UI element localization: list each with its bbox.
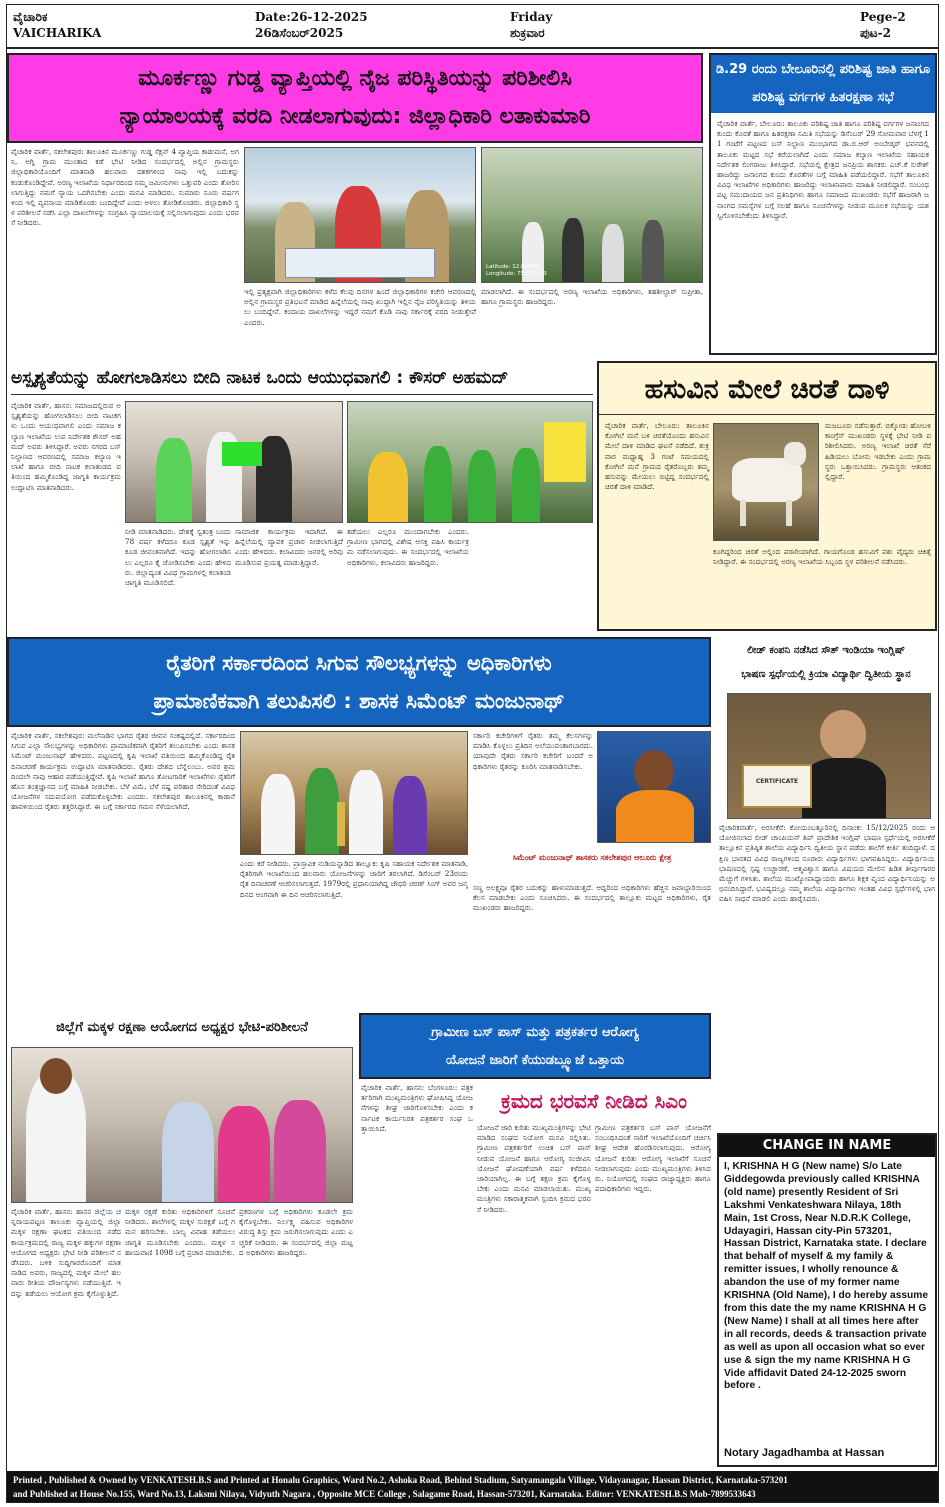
story6-headline-line1: ಲೀಡ್ ಕಂಪನಿ ನಡೆಸಿದ ಸೌತ್ ಇಂಡಿಯಾ ಇಂಗ್ಲಿಷ್ (747, 645, 905, 656)
story5-mla-caption: ಸಿಮೆಂಟ್ ಮಂಜುನಾಥ್ ಶಾಸಕರು ಸಕಲೇಶಪುರ ಆಲೂರು ಕ್ಷೇತ್ರ (512, 853, 672, 862)
change-in-name-notice (717, 1133, 937, 1467)
story4-column1: ವೈಚಾರಿಕ ವಾರ್ತೆ, ಬೇಲೂರು: ತಾಲೂಕಿನ ಕೋಗಿಲೆ ಮನೆ ಬಳಿ ಚಿರತೆಯೊಂದು ಹಸುವಿನ ಮೇಲೆ ದಾಳಿ ಮಾಡಿದ ಘಟನೆ ನಡೆದಿದೆ. ಶುಕ್ರವಾರ ಮಧ್ಯಾಹ್ನ 3 ಗಂಟೆ ಸಮಯದಲ್ಲಿ ಕೋಗಿಲೆ ಮನೆ ಗ್ರಾಮದ ರೈತರೊಬ್ಬರು ತಮ್ಮ ಹಸುವನ್ನು ಮೇಯಲು ಬಿಟ್ಟಿದ್ದ ಸಂದರ್ಭದಲ್ಲಿ ಚಿರತೆ ದಾಳಿ ಮಾಡಿದೆ. (605, 421, 709, 492)
story4-photo-cow (713, 423, 819, 541)
notice-signature: Notary Jagadhamba at Hassan (724, 1447, 885, 1459)
page-number-kannada: ಪುಟ-2 (860, 26, 891, 40)
story2-headline: ಡಿ.29 ರಂದು ಬೇಲೂರಿನಲ್ಲಿ ಪರಿಶಿಷ್ಟ ಜಾತಿ ಹಾಗೂ ಪರಿಶಿಷ್ಟ ವರ್ಗಗಳ ಹಿತರಕ್ಷಣಾ ಸಭೆ (711, 55, 935, 113)
story7-headline: ಜಿಲ್ಲೆಗೆ ಮಕ್ಕಳ ರಕ್ಷಣಾ ಆಯೋಗದ ಅಧ್ಯಕ್ಷರ ಭೇಟಿ-ಪರಿಶೀಲನೆ (56, 1020, 308, 1035)
story6-photo-student (727, 693, 931, 819)
story3-column4: ತಡೆಯಲು ಎಲ್ಲರೂ ಮುಂದಾಗಬೇಕು ಎಂದರು. ಗ್ರಾಮೀಣ ಭಾಗದಲ್ಲಿ ವಿಶೇಷ ಆಸಕ್ತಿ ವಹಿಸಿ ಕಾರ್ಯಕ್ರಮ ನಡೆಸಲಾಗುವುದು. ಈ ಸಂದರ್ಭದಲ್ಲಿ ಇಲಾಖೆಯ ಅಧಿಕಾರಿಗಳು, ಕಲಾವಿದರು ಹಾಜರಿದ್ದರು. (347, 527, 469, 567)
story5-photo-mla-portrait (597, 731, 711, 843)
story3-column1: ವೈಚಾರಿಕ ವಾರ್ತೆ, ಹಾಸನ: ಸಮಾಜದಲ್ಲಿರುವ ಅಸ್ಪೃಶ್ಯತೆಯನ್ನು ಹೋಗಲಾಡಿಸಲು ಬೀದಿ ನಾಟಕಗಳು ಒಂದು ಆಯುಧವಾಗಲಿ ಎಂದು ಸಮಾಜ ಕಲ್ಯಾಣ ಇಲಾಖೆಯ ಉಪ ನಿರ್ದೇಶಕ ಕೌಸರ್ ಅಹಮದ್ ಅವರು ತಿಳಿಸಿದ್ದಾರೆ. ಅವರು ನಗರದ ಬಸ್ ನಿಲ್ದಾಣದ ಆವರಣದಲ್ಲಿ ಸಮಾಜ ಕಲ್ಯಾಣ ಇಲಾಖೆ ಹಾಗೂ ಬೀದಿ ನಾಟಕ ಕಲಾತಂಡದ ವತಿಯಿಂದ ಹಮ್ಮಿಕೊಂಡಿದ್ದ ಜಾಗೃತಿ ಕಾರ್ಯಕ್ರಮ ಉದ್ಘಾಟಿಸಿ ಮಾತನಾಡಿದರು. (11, 401, 121, 492)
story8-column-a: ಯೋಜನೆ ಜಾರಿ ಕುರಿತು ಮುಖ್ಯಮಂತ್ರಿಗಳನ್ನು ಭೇಟಿ ಮಾಡಿದ ಸಂಘದ ನಿಯೋಗ ಮನವಿ ಸಲ್ಲಿಸಿತು. ಗ್ರಾಮೀಣ ಪತ್ರಕರ್ತರಿಗೆ ಉಚಿತ ಬಸ್ ಪಾಸ್ ನೀಡುವ ಯೋಜನೆ ಹಾಗೂ ಆರೋಗ್ಯ ಸಂಜೀವಿನಿ ಯೋಜನೆ ಘೋಷಣೆಯಾಗಿ ವರ್ಷ ಕಳೆದರೂ ಜಾರಿಯಾಗಿಲ್ಲ. ಈ ಬಗ್ಗೆ ತಕ್ಷಣ ಕ್ರಮ ಕೈಗೊಳ್ಳಬೇಕು ಎಂದು ಮನವಿ ಮಾಡಲಾಯಿತು. ಮುಖ್ಯಮಂತ್ರಿಗಳು ಸಕಾರಾತ್ಮಕವಾಗಿ ಸ್ಪಂದಿಸಿ ಕ್ರಮದ ಭರವಸೆ ನೀಡಿದರು. (477, 1123, 591, 1214)
story4-column2: ಮಜಬೂರು ನಡೆಸುತ್ತಾರೆ. ಬಿಕ್ಕೋಡು ಹೋಬಳಿ ಕಾಂಗ್ರೆಸ್ ಮುಖಂಡರು ಸ್ಥಳಕ್ಕೆ ಭೇಟಿ ನೀಡಿ ಪರಿಶೀಲಿಸಿದರು. ಅರಣ್ಯ ಇಲಾಖೆ ಚಿರತೆ ಸೆರೆ ಹಿಡಿಯಲು ಬೋನು ಇಡಬೇಕು ಎಂದು ಗ್ರಾಮಸ್ಥರು ಒತ್ತಾಯಿಸಿದರು. ಗ್ರಾಮಸ್ಥರು ಆತಂಕದಲ್ಲಿದ್ದಾರೆ. (825, 421, 931, 482)
story6-body: ವೈಚಾರಿಕವಾರ್ತೆ, ಅರಸೀಕೆರೆ: ಕೋಯಂಬತ್ತೂರಿನಲ್ಲಿ ದಿನಾಂಕ: 15/12/2025 ರಂದು ಆಯೋಜಿಸಲಾದ ಲೀಡ್ ಚಾಂಪಿಯನ್ ಶಿಪ್ ಪ್ರಾದೇಶಿಕ ಇಂಗ್ಲಿಷ್ ಭಾಷಣ ಸ್ಪರ್ಧೆಯಲ್ಲಿ ಅರಸೀಕೆರೆ ತಾಲ್ಲೂಕಿನ ಪ್ರತಿಷ್ಠಿತ ಶಾಲೆಯ ವಿದ್ಯಾರ್ಥಿನಿ ದ್ವಿತೀಯ ಸ್ಥಾನ ಪಡೆದು ಶಾಲೆಗೆ ಕೀರ್ತಿ ತಂದಿದ್ದಾಳೆ. ದಕ್ಷಿಣ ಭಾರತದ ವಿವಿಧ ರಾಜ್ಯಗಳಿಂದ ನೂರಾರು ವಿದ್ಯಾರ್ಥಿಗಳು ಭಾಗವಹಿಸಿದ್ದರು. ವಿದ್ಯಾರ್ಥಿನಿಯ ಭಾಷಣದಲ್ಲಿ ಸ್ಪಷ್ಟ ಉಚ್ಚಾರಣೆ, ಆತ್ಮವಿಶ್ವಾಸ ಹಾಗೂ ವಿಷಯದ ಮೇಲಿನ ಹಿಡಿತ ತೀರ್ಪುಗಾರರ ಮೆಚ್ಚುಗೆ ಗಳಿಸಿತು. ಶಾಲೆಯ ಮುಖ್ಯೋಪಾಧ್ಯಾಯರು ಹಾಗೂ ಶಿಕ್ಷಕ ವೃಂದ ವಿದ್ಯಾರ್ಥಿನಿಯನ್ನು ಅಭಿನಂದಿಸಿದ್ದಾರೆ. ಭವಿಷ್ಯದಲ್ಲೂ ನಮ್ಮ ಶಾಲೆಯ ವಿದ್ಯಾರ್ಥಿಗಳು ಇಂತಹ ವಿವಿಧ ಸ್ಪರ್ಧೆಗಳಲ್ಲಿ ಭಾಗವಹಿಸಿ ಸಾಧನೆ ಮಾಡಲಿ ಎಂದು ಹಾರೈಸಿದರು. (719, 823, 935, 904)
story7-column3: ಪ್ರಕರಣಗಳ ಬಗ್ಗೆ ಅಧಿಕಾರಿಗಳು ಕೂಡಲೇ ಕ್ರಮ ಕೈಗೊಳ್ಳಬೇಕು. ನಿರ್ಲಕ್ಷ್ಯ ವಹಿಸುವ ಅಧಿಕಾರಿಗಳ ವಿರುದ್ಧ ಶಿಸ್ತು ಕ್ರಮ ಜರುಗಿಸಲಾಗುವುದು ಎಂದು ಎಚ್ಚರಿಕೆ ನೀಡಿದರು. ಈ ಸಂದರ್ಭದಲ್ಲಿ ಜಿಲ್ಲಾ ಮಟ್ಟದ ಅಧಿಕಾರಿಗಳು ಹಾಜರಿದ್ದರು. (239, 1207, 353, 1257)
story4-box (597, 361, 937, 631)
page-number-english: Pege-2 (860, 10, 906, 24)
story5-headline-box (7, 637, 711, 727)
story4-column-wide: ಕೂಗಿದ್ದರಿಂದ ಚಿರತೆ ಅಲ್ಲಿಂದ ಪರಾರಿಯಾಗಿದೆ. ಗಾಯಗೊಂಡ ಹಸುವಿಗೆ ಪಶು ವೈದ್ಯರು ಚಿಕಿತ್ಸೆ ನೀಡಿದ್ದಾರೆ. ಈ ಸಂದರ್ಭದಲ್ಲಿ ಅರಣ್ಯ ಇಲಾಖೆಯ ಸಿಬ್ಬಂದಿ ಸ್ಥಳ ಪರಿಶೀಲನೆ ನಡೆಸಿದರು. (713, 547, 931, 567)
story8-subheadline: ಕ್ರಮದ ಭರವಸೆ ನೀಡಿದ ಸಿಎಂ (501, 1089, 687, 1113)
story7-column1: ವೈಚಾರಿಕ ವಾರ್ತೆ, ಹಾಸನ: ಹಾಸನ ಜಿಲ್ಲೆಯ ಚನ್ನರಾಯಪಟ್ಟಣ ತಾಲೂಕು ವ್ಯಾಪ್ತಿಯಲ್ಲಿ ಜಿಲ್ಲಾ ಮಕ್ಕಳ ರಕ್ಷಣಾ ಘಟಕದ ವತಿಯಿಂದ ನಡೆದ ಕಾರ್ಯಕ್ರಮದಲ್ಲಿ ರಾಜ್ಯ ಮಕ್ಕಳ ಹಕ್ಕುಗಳ ರಕ್ಷಣಾ ಆಯೋಗದ ಅಧ್ಯಕ್ಷರು ಭೇಟಿ ನೀಡಿ ಪರಿಶೀಲನೆ ನಡೆಸಿದರು. ಬಳಿಕ ಸುದ್ದಿಗಾರರೊಂದಿಗೆ ಮಾತನಾಡಿದ ಅವರು, ರಾಜ್ಯದಲ್ಲಿ ಮಕ್ಕಳ ಮೇಲೆ ಹಲವಾರು ರೀತಿಯ ದೌರ್ಜನ್ಯಗಳು ನಡೆಯುತ್ತಿವೆ. ಇದನ್ನು ತಡೆಯಲು ಆಯೋಗ ಕ್ರಮ ಕೈಗೊಳ್ಳುತ್ತಿದೆ. (11, 1207, 121, 1298)
masthead (7, 5, 939, 49)
story1-photo-geotag: Latitude: 12.86978 Longitude: 75.663853 (486, 264, 547, 277)
story5-column3b: ಸಣ್ಣ ಅಲಕ್ಷ್ಯವೂ ರೈತರ ಬದುಕನ್ನು ಹಾಳುಮಾಡುತ್ತದೆ. ಆದ್ದರಿಂದ ಅಧಿಕಾರಿಗಳು ಹೆಚ್ಚಿನ ಜವಾಬ್ದಾರಿಯಿಂದ ಕೆಲಸ ಮಾಡಬೇಕು ಎಂದು ಸೂಚಿಸಿದರು. ಈ ಸಂದರ್ಭದಲ್ಲಿ ತಾಲ್ಲೂಕು ಮಟ್ಟದ ಅಧಿಕಾರಿಗಳು, ರೈತ ಮುಖಂಡರು ಹಾಜರಿದ್ದರು. (473, 883, 711, 913)
story5-column2: ಎಂದು ಕರೆ ನೀಡಿದರು. ಪ್ರಾಸ್ತಾವಿಕ ನುಡಿಯನ್ನಾಡಿದ ತಾಲ್ಲೂಕು ಕೃಷಿ ಸಹಾಯಕ ನಿರ್ದೇಶಕ ಮಾತನಾಡಿ, ರೈತರಿಗಾಗಿ ಇಲಾಖೆಯಿಂದ ಹಲವಾರು ಯೋಜನೆಗಳನ್ನು ಜಾರಿಗೆ ತರಲಾಗಿದೆ. ಡಿಸೆಂಬರ್ 23ರಂದು ರೈತ ದಿನಾಚರಣೆ ಆಚರಿಸಲಾಗುತ್ತದೆ. 1979ರಲ್ಲಿ ಪ್ರಧಾನಿಯಾಗಿದ್ದ ಚೌಧರಿ ಚರಣ್ ಸಿಂಗ್ ಅವರ ಜನ್ಮದಿನದ ಅಂಗವಾಗಿ ಈ ದಿನ ಆಚರಿಸಲಾಗುತ್ತಿದೆ. (240, 859, 468, 899)
story5-column3: ಸರ್ಕಾರಿ ಕಚೇರಿಗಳಿಗೆ ರೈತರು ತಮ್ಮ ಕೆಲಸಗಳನ್ನು ಮಾಡಿಸಿ ಕೊಳ್ಳಲು ಪ್ರತಿದಿನ ಅಲೆಯುವಂತಾಗಬಾರದು. ಯಾವುದೇ ರೈತರು ಸರ್ಕಾರಿ ಕಚೇರಿಗೆ ಬಂದರೆ ಅಧಿಕಾರಿಗಳು ರೈತರನ್ನು ಕೂರಿಸಿ ಮಾತನಾಡಿಸಬೇಕು. (473, 731, 593, 771)
story5-headline-line1: ರೈತರಿಗೆ ಸರ್ಕಾರದಿಂದ ಸಿಗುವ ಸೌಲಭ್ಯಗಳನ್ನು ಅಧಿಕಾರಿಗಳು (166, 651, 552, 675)
story1-column1: ವೈಚಾರಿಕ ವಾರ್ತೆ, ಸಕಲೇಶಪುರ: ತಾಲೂಕಿನ ಮೂರ್ಕಣ್ಣು ಗುಡ್ಡ ಸೆಕ್ಷನ್ 4 ವ್ಯಾಪ್ತಿಯ ಕಾಡುಮನೆ, ಅಗನಿ, ಅಗ್ನಿ ಗ್ರಾಮ ಮುಂತಾದ ಕಡೆ ಭೇಟಿ ನೀಡಿದ ಸಂದರ್ಭದಲ್ಲಿ ಅಲ್ಲಿನ ಗ್ರಾಮಸ್ಥರು ಜಿಲ್ಲಾಧಿಕಾರಿಯೊಂದಿಗೆ ಮಾತನಾಡಿ ಹಲವಾರು ದಶಕಗಳಿಂದ ನಾವು ಇಲ್ಲಿ ಬದುಕನ್ನು ಕಂಡುಕೊಂಡಿದ್ದೇವೆ. ಅರಣ್ಯ ಇಲಾಖೆಯ ನಿರ್ಧಾರದಿಂದ ನಮ್ಮ ಜಮೀನುಗಳು ಒತ್ತುವರಿ ಎಂದು ತೋರಿಸಲಾಗುತ್ತಿದ್ದು ನಮಗೆ ನ್ಯಾಯ ಒದಗಿಸಬೇಕು ಎಂದು ಮನವಿ ಮಾಡಿದರು. ಸುಮಾರು ನೂರು ವರ್ಷಗಳಿಂದ ಇಲ್ಲಿ ವ್ಯವಸಾಯ ಮಾಡಿಕೊಂಡು ಬಂದಿದ್ದೇವೆ ಎಂದು ಅಳಲು ತೋಡಿಕೊಂಡರು. ಜಿಲ್ಲಾಧಿಕಾರಿ ಸ್ಥಳ ಪರಿಶೀಲನೆ ನಡೆಸಿ ಎಲ್ಲಾ ದಾಖಲೆಗಳನ್ನು ಸಂಗ್ರಹಿಸಿ ನ್ಯಾಯಾಲಯಕ್ಕೆ ಸಲ್ಲಿಸಲಾಗುವುದು ಎಂದು ಭರವಸೆ ನೀಡಿದರು. (11, 147, 239, 228)
story8-headline-box (359, 1013, 711, 1079)
story3-column3: ಸಾಮಾಜಿಕ ಕಾರ್ಯಕ್ರಮ ಇದಾಗಿದೆ. ಈ ಹಿನ್ನೆಲೆಯಲ್ಲಿ ವ್ಯಾಪಕ ಪ್ರಚಾರ ನೀಡಲಾಗುತ್ತಿದೆ ಎಂದು ಹೇಳಿದರು. ಕಲಾವಿದರು ಜನರಲ್ಲಿ ಅರಿವು ಮೂಡಿಸುವ ಪ್ರಯತ್ನ ಮಾಡುತ್ತಿದ್ದಾರೆ. (235, 527, 343, 567)
story8-column-b: ಗ್ರಾಮೀಣ ಪತ್ರಕರ್ತರ ಬಸ್ ಪಾಸ್ ಯೋಜನೆಗೆ ಸಂಬಂಧಿಸಿದಂತೆ ಸಾರಿಗೆ ಇಲಾಖೆಯೊಂದಿಗೆ ಚರ್ಚಿಸಿ ಶೀಘ್ರ ಆದೇಶ ಹೊರಡಿಸಲಾಗುವುದು. ಆರೋಗ್ಯ ಯೋಜನೆ ಕುರಿತು ಆರೋಗ್ಯ ಇಲಾಖೆಗೆ ಸೂಚನೆ ನೀಡಲಾಗುವುದು ಎಂದು ಮುಖ್ಯಮಂತ್ರಿಗಳು ತಿಳಿಸಿದರು. ನಿಯೋಗದಲ್ಲಿ ಸಂಘದ ರಾಜ್ಯಾಧ್ಯಕ್ಷರು ಹಾಗೂ ಪದಾಧಿಕಾರಿಗಳು ಇದ್ದರು. (595, 1123, 711, 1194)
story1-photo-officials (244, 147, 476, 283)
story1-photo-site-visit (481, 147, 703, 283)
story6-headline-line2: ಭಾಷಣ ಸ್ಪರ್ಧೆಯಲ್ಲಿ ಕ್ರಿಯಾ ವಿದ್ಯಾರ್ಥಿ ದ್ವಿತೀಯ ಸ್ಥಾನ (741, 669, 911, 680)
story1-column2: ಇಲ್ಲಿ ಪ್ರತ್ಯಕ್ಷವಾಗಿ ಜಿಲ್ಲಾಧಿಕಾರಿಗಳು ಕಳೆದ ಕೆಲವು ದಿನಗಳ ಹಿಂದೆ ಜಿಲ್ಲಾಧಿಕಾರಿಗಳ ಕಚೇರಿ ಆವರಣದಲ್ಲಿ ಅಲ್ಲಿನ ಗ್ರಾಮಸ್ಥರ ಪ್ರತಿಭಟನೆ ಮಾಡಿದ ಹಿನ್ನೆಲೆಯಲ್ಲಿ ನಾವು ಖುದ್ದಾಗಿ ಇಲ್ಲಿನ ನೈಜ ಪರಿಸ್ಥಿತಿಯನ್ನು ತಿಳಿಯಲು ಬಂದಿದ್ದೇನೆ. ಕಂದಾಯ ದಾಖಲೆಗಳನ್ನು ಇದ್ದರೆ ನಮಗೆ ಕೊಡಿ ನಾವು ಸರ್ಕಾರಕ್ಕೆ ವರದಿ ನೀಡುತ್ತೇವೆ ಎಂದರು. (244, 287, 476, 327)
story6-headline-box (715, 637, 937, 689)
story3-photo-street-play (347, 401, 593, 523)
footer-imprint (7, 1471, 939, 1503)
story5-photo-lamp-lighting (240, 731, 468, 855)
date-kannada: 26ಡಿಸೆಂಬರ್2025 (255, 26, 344, 40)
story8-lead: ವೈಚಾರಿಕ ವಾರ್ತೆ, ಹಾಸನ: ಬೆಂಗಳೂರು: ಪತ್ರಕರ್ತರಿಗಾಗಿ ಮುಖ್ಯಮಂತ್ರಿಗಳು ಘೋಷಿಸಿದ್ದ ಯೋಜನೆಗಳನ್ನು ಶೀಘ್ರ ಜಾರಿಗೊಳಿಸಬೇಕು ಎಂದು ಕರ್ನಾಟಕ ಕಾರ್ಯನಿರತ ಪತ್ರಕರ್ತರ ಸಂಘ ಒತ್ತಾಯಿಸಿದೆ. (361, 1083, 473, 1133)
notice-body: I, KRISHNA H G (New name) S/o Late Giddegowda previously called KRISHNA (old name) presently Resident of Sri Lakshmi Venkateshwara Nilaya, 18th Main, 1st Cross, Near N.D.R.K College, Udayagiri, Hassan city-Pin 573201, Hassan District, Karnataka state. I declare that behalf of myself & my family & remitter issues, I wholly renounce & abandon the use of my former name KRISHNA (Old Name), I do hereby assume from this date the my name KRISHNA H G (New Name) I shall at all times here after in all records, deeds & transaction private as well as upon all occasion what so ever use & sign the my name KRISHNA H G Vide affidavit Dated 24-12-2025 sworn before . (724, 1161, 928, 1392)
day-kannada: ಶುಕ್ರವಾರ (510, 26, 545, 40)
story7-column2: ಮಕ್ಕಳ ರಕ್ಷಣೆ ಕುರಿತು ಅಧಿಕಾರಿಗಳಿಗೆ ಸೂಚನೆ ನೀಡಿದರು. ಶಾಲೆಗಳಲ್ಲಿ ಮಕ್ಕಳ ಸುರಕ್ಷತೆ ಬಗ್ಗೆ ಗಮನ ಹರಿಸಬೇಕು. ಬಾಲ್ಯ ವಿವಾಹ ತಡೆಯಲು ಜಾಗೃತಿ ಮೂಡಿಸಬೇಕು ಎಂದರು. ಮಕ್ಕಳ ಸಹಾಯವಾಣಿ 1098 ಬಗ್ಗೆ ಪ್ರಚಾರ ಮಾಡಬೇಕು. (125, 1207, 235, 1257)
notice-heading: CHANGE IN NAME (719, 1135, 935, 1157)
story3-headline: ಅಸ್ಪೃಶ್ಯತೆಯನ್ನು ಹೋಗಲಾಡಿಸಲು ಬೀದಿ ನಾಟಕ ಒಂದು ಆಯುಧವಾಗಲಿ : ಕೌಸರ್ ಅಹಮದ್ (11, 361, 593, 395)
story6-certificate-label: CERTIFICATE (755, 778, 799, 785)
story3-column2: ನೀಡಿ ಮಾತನಾಡಿದರು. ದೇಶಕ್ಕೆ ಸ್ವತಂತ್ರ ಬಂದು 78 ವರ್ಷ ಕಳೆದರೂ ಕೂಡ ಸ್ಪೃಶ್ಯತೆ ಇನ್ನು ಕೂಡ ಜೀವಂತವಾಗಿದೆ. ಇದನ್ನು ಹೋಗಲಾಡಿಸಲು ಎಲ್ಲರೂ ಕೈ ಜೋಡಿಸಬೇಕು ಎಂದು ಹೇಳಿದರು. ಜಿಲ್ಲಾದ್ಯಂತ ವಿವಿಧ ಗ್ರಾಮಗಳಲ್ಲಿ ಕಲಾತಂಡ ಜಾಗೃತಿ ಮೂಡಿಸಲಿದೆ. (125, 527, 231, 588)
story8-headline-line1: ಗ್ರಾಮೀಣ ಬಸ್ ಪಾಸ್ ಮತ್ತು ಪತ್ರಕರ್ತರ ಆರೋಗ್ಯ (431, 1025, 639, 1040)
story3-photo-flag-off (125, 401, 343, 523)
newspaper-page (6, 4, 939, 1503)
footer-line1: Printed , Published & Owned by VENKATESH.B.S and Printed at Honalu Graphics, Ward No.2, Ashoka Road, Behind Stadium, Satyamangala Village, Vidayanagar, Hassan District, Karnataka-573201 (13, 1475, 788, 1485)
footer-line2: and Published at House No.155, Ward No.13, Laksmi Nilaya, Vidyuth Nagara , Opposite MCE College , Salagame Road, Hassan-573201, Karnataka. Editor: VENKATESH.B.S Mob-7899533643 (13, 1489, 756, 1499)
paper-name-kannada: ವೈಚಾರಿಕ (13, 10, 48, 24)
story5-column1: ವೈಚಾರಿಕ ವಾರ್ತೆ, ಸಕಲೇಶಪುರ: ಮಲೆನಾಡಿನ ಭಾಗದ ರೈತರ ಜೀವನ ಸಂಕಷ್ಟದಲ್ಲಿದೆ. ಸರ್ಕಾರದಿಂದ ಸಿಗುವ ಎಲ್ಲಾ ಸೌಲಭ್ಯಗಳನ್ನು ಅಧಿಕಾರಿಗಳು ಪ್ರಾಮಾಣಿಕವಾಗಿ ರೈತರಿಗೆ ತಲುಪಿಸಬೇಕು ಎಂದು ಶಾಸಕ ಸಿಮೆಂಟ್ ಮಂಜುನಾಥ್ ಹೇಳಿದರು. ಪಟ್ಟಣದಲ್ಲಿ ಕೃಷಿ ಇಲಾಖೆ ವತಿಯಿಂದ ಹಮ್ಮಿಕೊಂಡಿದ್ದ ರೈತ ದಿನಾಚರಣೆ ಕಾರ್ಯಕ್ರಮ ಉದ್ಘಾಟಿಸಿ ಮಾತನಾಡಿದರು. ರೈತರು ದೇಶದ ಬೆನ್ನೆಲುಬು. ಅವರ ಶ್ರಮದಿಂದಲೇ ನಾವು ಆಹಾರ ಪಡೆಯುತ್ತಿದ್ದೇವೆ. ಕೃಷಿ ಇಲಾಖೆ ಹಾಗೂ ತೋಟಗಾರಿಕೆ ಇಲಾಖೆಗಳು ರೈತರಿಗೆ ಹೊಸ ತಂತ್ರಜ್ಞಾನದ ಬಗ್ಗೆ ಮಾಹಿತಿ ನೀಡಬೇಕು. ಬೆಳೆ ವಿಮೆ, ಬೆಳೆ ನಷ್ಟ ಪರಿಹಾರ ಸೇರಿದಂತೆ ವಿವಿಧ ಯೋಜನೆಗಳ ಸದುಪಯೋಗ ಪಡೆದುಕೊಳ್ಳಬೇಕು ಎಂದರು. ಸಕಲೇಶಪುರ ತಾಲೂಕಿನಲ್ಲಿ ಕಾಡಾನೆ ಹಾವಳಿಯಿಂದ ರೈತರು ತತ್ತರಿಸಿದ್ದಾರೆ. ಈ ಬಗ್ಗೆ ಸರ್ಕಾರದ ಗಮನ ಸೆಳೆಯಲಾಗಿದೆ. (11, 731, 235, 812)
story7-photo-visit (11, 1047, 353, 1203)
story1-headline-box (7, 53, 703, 143)
story2-body: ವೈಚಾರಿಕ ವಾರ್ತೆ, ಬೇಲೂರು: ತಾಲೂಕು ಪರಿಶಿಷ್ಟ ಜಾತಿ ಹಾಗೂ ಪರಿಶಿಷ್ಟ ವರ್ಗಗಳ ಜನಾಂಗದ ಕುಂದು ಕೊರತೆ ಹಾಗೂ ಹಿತರಕ್ಷಣಾ ಸಮಿತಿ ಸಭೆಯನ್ನು ಡಿಸೆಂಬರ್ 29 ಸೋಮವಾರ ಬೆಳಗ್ಗೆ 11 ಗಂಟೆಗೆ ಪಟ್ಟಣದ ಬಸ್ ನಿಲ್ದಾಣ ಮುಂಭಾಗದ ಡಾ.ಬಿ.ಆರ್ ಅಂಬೇಡ್ಕರ್ ಭವನದಲ್ಲಿ ತಾಲೂಕು ಮಟ್ಟದ ಸಭೆ ಕರೆಯಲಾಗಿದೆ ಎಂದು ಸಮಾಜ ಕಲ್ಯಾಣ ಇಲಾಖೆಯ ಸಹಾಯಕ ನಿರ್ದೇಶಕ ಲಿಂಗರಾಜು ತಿಳಿಸಿದ್ದಾರೆ. ಸಭೆಯಲ್ಲಿ ಕ್ಷೇತ್ರದ ಜನಪ್ರಿಯ ಶಾಸಕರು ಎಚ್.ಕೆ ಸುರೇಶ್ ಹಾಜರಿದ್ದು ಜನಾಂಗದ ಕುಂದು ಕೊರತೆಗಳ ಬಗ್ಗೆ ಮಾಹಿತಿ ಪಡೆಯಲಿದ್ದಾರೆ. ಸಭೆಗೆ ತಾಲೂಕಿನ ವಿವಿಧ ಇಲಾಖೆಗಳ ಅಧಿಕಾರಿಗಳು ಹಾಜರಿದ್ದು ಇಲಾಖಾವಾರು ಮಾಹಿತಿ ನೀಡಲಿದ್ದಾರೆ. ಸಂಬಂಧಪಟ್ಟ ಸಮುದಾಯದ ಜನ ಪ್ರತಿನಿಧಿಗಳು ಹಾಗೂ ಸಮಾಜದ ಮುಖಂಡರು ಸಭೆಗೆ ಹಾಜರಾಗಿ ಜನಾಂಗದ ಸಮಸ್ಯೆಗಳ ಬಗ್ಗೆ ಸಲಹೆ ಹಾಗೂ ಸೂಚನೆಗಳನ್ನು ನೀಡುವ ಮೂಲಕ ಸಭೆಯನ್ನು ಯಶಸ್ವಿಗೊಳಿಸಬೇಕೆಂದು ತಿಳಿಸಿದ್ದಾರೆ. (717, 119, 929, 220)
day-english: Friday (510, 10, 553, 24)
story1-headline-line1: ಮೂರ್ಕಣ್ಣು ಗುಡ್ಡ ವ್ಯಾಪ್ತಿಯಲ್ಲಿ ನೈಜ ಪರಿಸ್ಥಿತಿಯನ್ನು ಪರಿಶೀಲಿಸಿ (138, 66, 572, 91)
paper-name-english: VAICHARIKA (13, 26, 102, 40)
story2-box (709, 53, 937, 355)
story1-column3: ಮಾಡಲಾಗಿದೆ. ಈ ಸಂದರ್ಭದಲ್ಲಿ ಅರಣ್ಯ ಇಲಾಖೆಯ ಅಧಿಕಾರಿಗಳು, ತಹಶೀಲ್ದಾರ್ ಸುಪ್ರೀತಾ, ಹಾಗೂ ಗ್ರಾಮಸ್ಥರು ಹಾಜರಿದ್ದರು. (481, 287, 703, 307)
date-english: Date:26-12-2025 (255, 10, 368, 24)
story8-headline-line2: ಯೋಜನೆ ಜಾರಿಗೆ ಕೆಯುಡಬ್ಲ್ಯೂಜೆ ಒತ್ತಾಯ (445, 1053, 624, 1068)
story4-headline: ಹಸುವಿನ ಮೇಲೆ ಚಿರತೆ ದಾಳಿ (599, 365, 935, 415)
story1-headline-line2: ನ್ಯಾಯಾಲಯಕ್ಕೆ ವರದಿ ನೀಡಲಾಗುವುದು: ಜಿಲ್ಲಾಧಿಕಾರಿ ಲತಾಕುಮಾರಿ (119, 104, 591, 129)
story5-headline-line2: ಪ್ರಾಮಾಣಿಕವಾಗಿ ತಲುಪಿಸಲಿ : ಶಾಸಕ ಸಿಮೆಂಟ್ ಮಂಜುನಾಥ್ (153, 689, 565, 713)
